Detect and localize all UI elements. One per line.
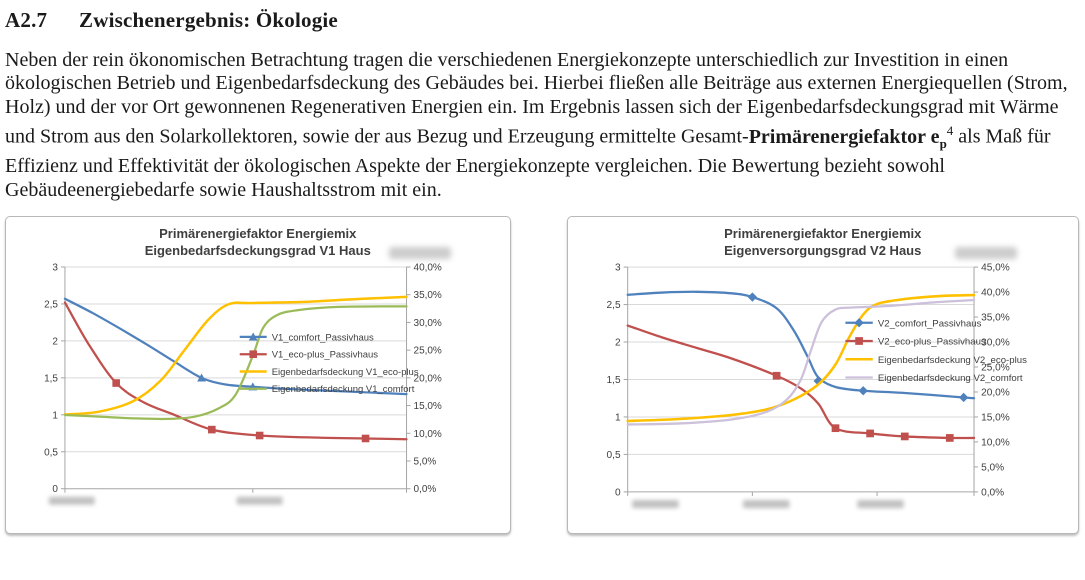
right-axis-tick-label: 35,0% xyxy=(413,290,442,302)
right-axis-tick-label: 15,0% xyxy=(980,412,1010,424)
legend-marker-V2_eco-plus_Passivhaus xyxy=(855,338,863,346)
series-line-Eigenbedarfsdeckung V1_comfort xyxy=(65,307,407,420)
right-axis-tick-label: 45,0% xyxy=(980,263,1010,275)
left-axis-tick-label: 0 xyxy=(52,484,58,496)
left-axis-tick-label: 1 xyxy=(52,410,58,422)
series-marker-V2_comfort_Passivhaus xyxy=(747,293,756,302)
series-marker-V2_eco-plus_Passivhaus xyxy=(831,425,839,433)
right-axis-tick-label: 20,0% xyxy=(413,373,442,385)
body-paragraph xyxy=(5,49,1079,202)
chart-title-v1-line1: Primärenergiefaktor Energiemix xyxy=(159,226,357,242)
redacted-x-axis-label xyxy=(49,497,95,505)
footnote-reference: 4 xyxy=(946,123,954,139)
redacted-watermark xyxy=(955,247,1017,259)
series-marker-V2_eco-plus_Passivhaus xyxy=(901,433,909,441)
redacted-x-axis-label xyxy=(237,497,283,505)
series-marker-V1_eco-plus_Passivhaus xyxy=(256,432,264,440)
left-axis-tick-label: 1,5 xyxy=(606,375,621,387)
series-marker-V2_comfort_Passivhaus xyxy=(959,393,968,402)
series-marker-V2_eco-plus_Passivhaus xyxy=(866,430,874,438)
right-axis-tick-label: 15,0% xyxy=(413,401,442,413)
left-axis-tick-label: 2 xyxy=(614,337,621,349)
series-marker-V2_comfort_Passivhaus xyxy=(858,386,867,395)
section-heading xyxy=(5,8,1079,33)
left-axis-tick-label: 0,5 xyxy=(44,447,58,459)
legend-label-Eigenbedarfsdeckung V2_comfort: Eigenbedarfsdeckung V2_comfort xyxy=(877,373,1023,385)
right-axis-tick-label: 40,0% xyxy=(980,288,1010,300)
left-axis-tick-label: 2,5 xyxy=(44,299,58,311)
chart-card-v1 xyxy=(5,216,511,534)
right-axis-tick-label: 25,0% xyxy=(413,346,442,358)
right-axis-tick-label: 0,0% xyxy=(980,487,1004,499)
bold-term: Primärenergiefaktor $e_p$ xyxy=(748,125,947,151)
redacted-x-axis-label xyxy=(743,500,790,508)
right-axis-tick-label: 0,0% xyxy=(413,484,437,496)
redacted-x-axis-label xyxy=(857,500,904,508)
left-axis-tick-label: 3 xyxy=(614,263,621,275)
right-axis-tick-label: 40,0% xyxy=(413,262,442,274)
chart-title-v1-line2: Eigenbedarfsdeckungsgrad V1 Haus xyxy=(144,243,371,259)
chart-title-v2-line2: Eigenversorgungsgrad V2 Haus xyxy=(724,243,922,259)
right-axis-tick-label: 20,0% xyxy=(980,387,1010,399)
right-axis-tick-label: 5,0% xyxy=(980,462,1004,474)
left-axis-tick-label: 1 xyxy=(614,412,621,424)
series-marker-V2_eco-plus_Passivhaus xyxy=(946,434,954,442)
right-axis-tick-label: 10,0% xyxy=(413,429,442,441)
chart-plot-v1 xyxy=(11,261,504,511)
charts-row xyxy=(5,216,1079,534)
right-axis-tick-label: 10,0% xyxy=(980,437,1010,449)
right-axis-tick-label: 25,0% xyxy=(980,362,1010,374)
section-title: Zwischenergebnis: Ökologie xyxy=(79,8,338,32)
legend-label-V2_comfort_Passivhaus: V2_comfort_Passivhaus xyxy=(877,318,982,330)
right-axis-tick-label: 30,0% xyxy=(980,337,1010,349)
chart-card-v2 xyxy=(567,216,1080,534)
left-axis-tick-label: 1,5 xyxy=(44,373,58,385)
redacted-x-axis-label xyxy=(632,500,679,508)
redacted-watermark xyxy=(389,247,451,259)
left-axis-tick-label: 0,5 xyxy=(606,450,621,462)
right-axis-tick-label: 30,0% xyxy=(413,318,442,330)
left-axis-tick-label: 2 xyxy=(52,336,58,348)
left-axis-tick-label: 3 xyxy=(52,262,58,274)
bold-term-subscript: p xyxy=(939,135,947,151)
left-axis-tick-label: 0 xyxy=(614,487,621,499)
legend-label-V1_comfort_Passivhaus: V1_comfort_Passivhaus xyxy=(271,332,374,344)
chart-plot-v2 xyxy=(573,261,1073,514)
legend-marker-V1_eco-plus_Passivhaus xyxy=(249,351,257,359)
series-marker-V1_eco-plus_Passivhaus xyxy=(208,426,216,434)
series-marker-V1_eco-plus_Passivhaus xyxy=(362,435,370,443)
paragraph-text-1: Neben der rein ökonomischen Betrachtung tragen die verschiedenen Energiekonzepte unterschiedlich zur Investition in einen ökologischen Betrieb und Eigenbedarfsdeckung des Gebäudes bei. Hierbei fließen alle Beiträge aus externen Energiequellen (Strom, Holz) und der vor Ort gewonnenen Regenerativen Energien ein. Im Ergebnis lassen sich der Eigenbedarfsdeckungsgrad mit Wärme und Strom aus den Solarkollektoren, sowie der aus Bezug und Erzeugung ermittelte Gesamt- xyxy=(5,49,1068,148)
series-marker-V1_eco-plus_Passivhaus xyxy=(112,380,120,388)
legend-label-V1_eco-plus_Passivhaus: V1_eco-plus_Passivhaus xyxy=(271,350,379,362)
left-axis-tick-label: 2,5 xyxy=(606,300,621,312)
legend-label-V2_eco-plus_Passivhaus: V2_eco-plus_Passivhaus xyxy=(877,336,986,348)
section-number: A2.7 xyxy=(5,8,48,32)
legend-label-Eigenbedarfsdeckung V1_comfort: Eigenbedarfsdeckung V1_comfort xyxy=(271,384,415,396)
series-marker-V2_eco-plus_Passivhaus xyxy=(772,372,780,380)
legend-label-Eigenbedarfsdeckung V1_eco-plus: Eigenbedarfsdeckung V1_eco-plus xyxy=(271,367,419,379)
right-axis-tick-label: 35,0% xyxy=(980,312,1010,324)
legend-label-Eigenbedarfsdeckung V2_eco-plus: Eigenbedarfsdeckung V2_eco-plus xyxy=(877,355,1027,367)
paragraph-text-2: als Maß für Effizienz und Effektivität der ökologischen Aspekte der Energiekonzepte vergleichen. Die Bewertung bezieht sowohl Gebäudeenergiebedarfe sowie Haushaltsstrom mit ein. xyxy=(5,125,1051,201)
right-axis-tick-label: 5,0% xyxy=(413,456,437,468)
chart-title-v2-line1: Primärenergiefaktor Energiemix xyxy=(724,226,922,242)
